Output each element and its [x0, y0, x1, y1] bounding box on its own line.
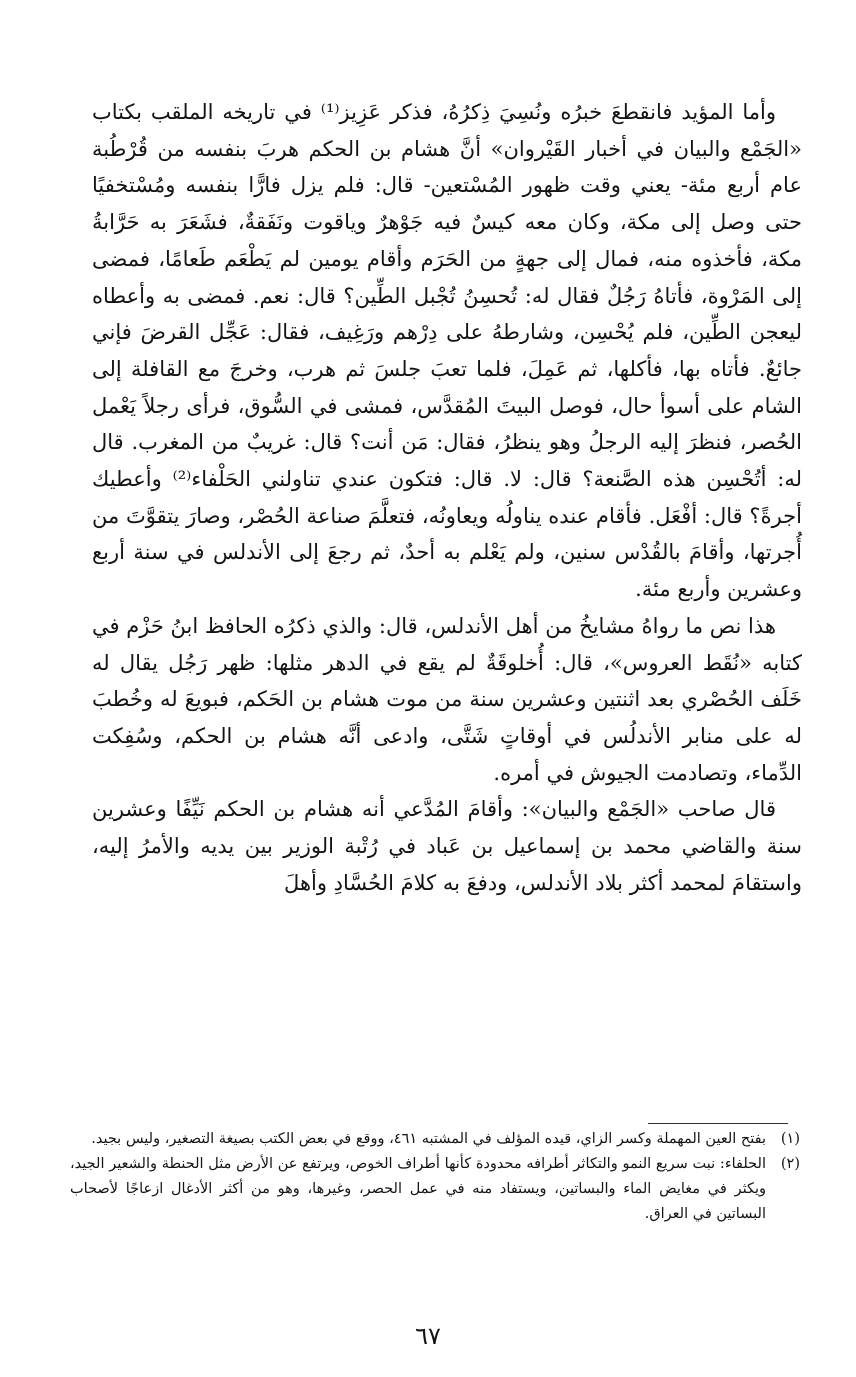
- footnote-number: (١): [780, 1131, 800, 1147]
- main-text: [92, 94, 802, 901]
- footnote-1: [70, 1127, 800, 1152]
- footnote-2: [70, 1152, 800, 1227]
- footnote-number: (٢): [780, 1156, 800, 1172]
- footnotes: [70, 1127, 800, 1227]
- paragraph-3: قال صاحب «الجَمْع والبيان»: وأقامَ المُدَّعي أنه هشام بن الحكم نَيِّفًا وعشرين سنة والقاضي محمد بن إسماعيل بن عَباد في رُتْبة الوزير بين يديه والأمرُ إليه، واستقامَ لمحمد أكثر بلاد الأندلس، ودفعَ به كلامَ الحُسَّادِ وأهلَ: [92, 797, 802, 895]
- paragraph-1: وأما المؤيد فانقطعَ خبرُه ونُسِيَ ذِكرُهُ، فذكر عَزِيز⁽¹⁾ في تاريخه الملقب بكتاب «الجَمْع والبيان في أخبار القَيْروان» أنَّ هشام بن الحكم هربَ بنفسه من قُرْطُبة عام أربع مئة- يعني وقت ظهور المُسْتعين- قال: فلم يزل فارًّا بنفسه ومُسْتخفيًا حتى وصل إلى مكة، وكان معه كيسٌ فيه جَوْهرٌ وياقوت ونَفَقةٌ، فشَعَرَ به حَرَّابةُ مكة، فأخذوه منه، فمال إلى جهةٍ من الحَرَم وأقام يومين لم يَطْعَم طَعامًا، فمضى إلى المَرْوة، فأتاهُ رَجُلٌ فقال له: تُحسِنُ تُجْبل الطِّين؟ قال: نعم. فمضى به وأعطاه ليعجن الطِّين، فلم يُحْسِن، وشارطهُ على دِرْهم ورَغِيف، فقال: عَجِّل القرضَ فإني جائعٌ. فأتاه بها، فأكلها، ثم عَمِلَ، فلما تعبَ جلسَ ثم هرب، وخرجَ مع القافلة إلى الشام على أسوأ حال، فوصل البيتَ المُقدَّس، فمشى في السُّوق، فرأى رجلاً يَعْمل الحُصر، فنظرَ إليه الرجلُ وهو ينظرُ، فقال: مَن أنت؟ قال: غريبٌ من المغرب. قال له: أتُحْسِن هذه الصَّنعة؟ قال: لا. قال: فتكون عندي تناولني الحَلْفاء⁽²⁾ وأعطيك أجرةً؟ قال: أفْعَل. فأقام عنده يناولُه ويعاونُه، فتعلَّمَ صناعة الحُصْر، وصارَ يتقوَّتَ من أُجرتها، وأقامَ بالقُدْس سنين، ولم يَعْلم به أحدٌ، ثم رجعَ إلى الأندلس في سنة أربع وعشرين وأربع مئة.: [92, 100, 802, 602]
- footnote-text: بفتح العين المهملة وكسر الزاي، قيده المؤلف في المشتبه ٤٦١، ووقع في بعض الكتب بصيغة التصغير، وليس بجيد.: [91, 1131, 766, 1147]
- paragraph-2: هذا نص ما رواهُ مشايخُ من أهل الأندلس، قال: والذي ذكرُه الحافظ ابنُ حَزْم في كتابه «نُقَط العروس»، قال: أُخلوقَةٌ لم يقع في الدهر مثلها: ظهر رَجُل يقال له خَلَف الحُصْري بعد اثنتين وعشرين سنة من موت هشام بن الحَكم، فبويعَ له وخُطبَ له على منابر الأندلُس في أوقاتٍ شَتَّى، وادعى أنَّه هشام بن الحكم، وسُفِكت الدِّماء، وتصادمت الجيوش في أمره.: [92, 613, 802, 785]
- footnote-text: الحلفاء: نبت سريع النمو والتكاثر أطرافه محدودة كأنها أطراف الخوص، ويرتفع عن الأرض مثل الحنطة والشعير الجيد، ويكثر في مغايض الماء والبساتين، ويستفاد منه في عمل الحصر، وغيرها، وهو من أكثر الأدغال ازعاجًا لأصحاب البساتين في العراق.: [70, 1156, 766, 1222]
- page-number: ٦٧: [415, 1322, 441, 1350]
- footnote-separator: [648, 1123, 788, 1124]
